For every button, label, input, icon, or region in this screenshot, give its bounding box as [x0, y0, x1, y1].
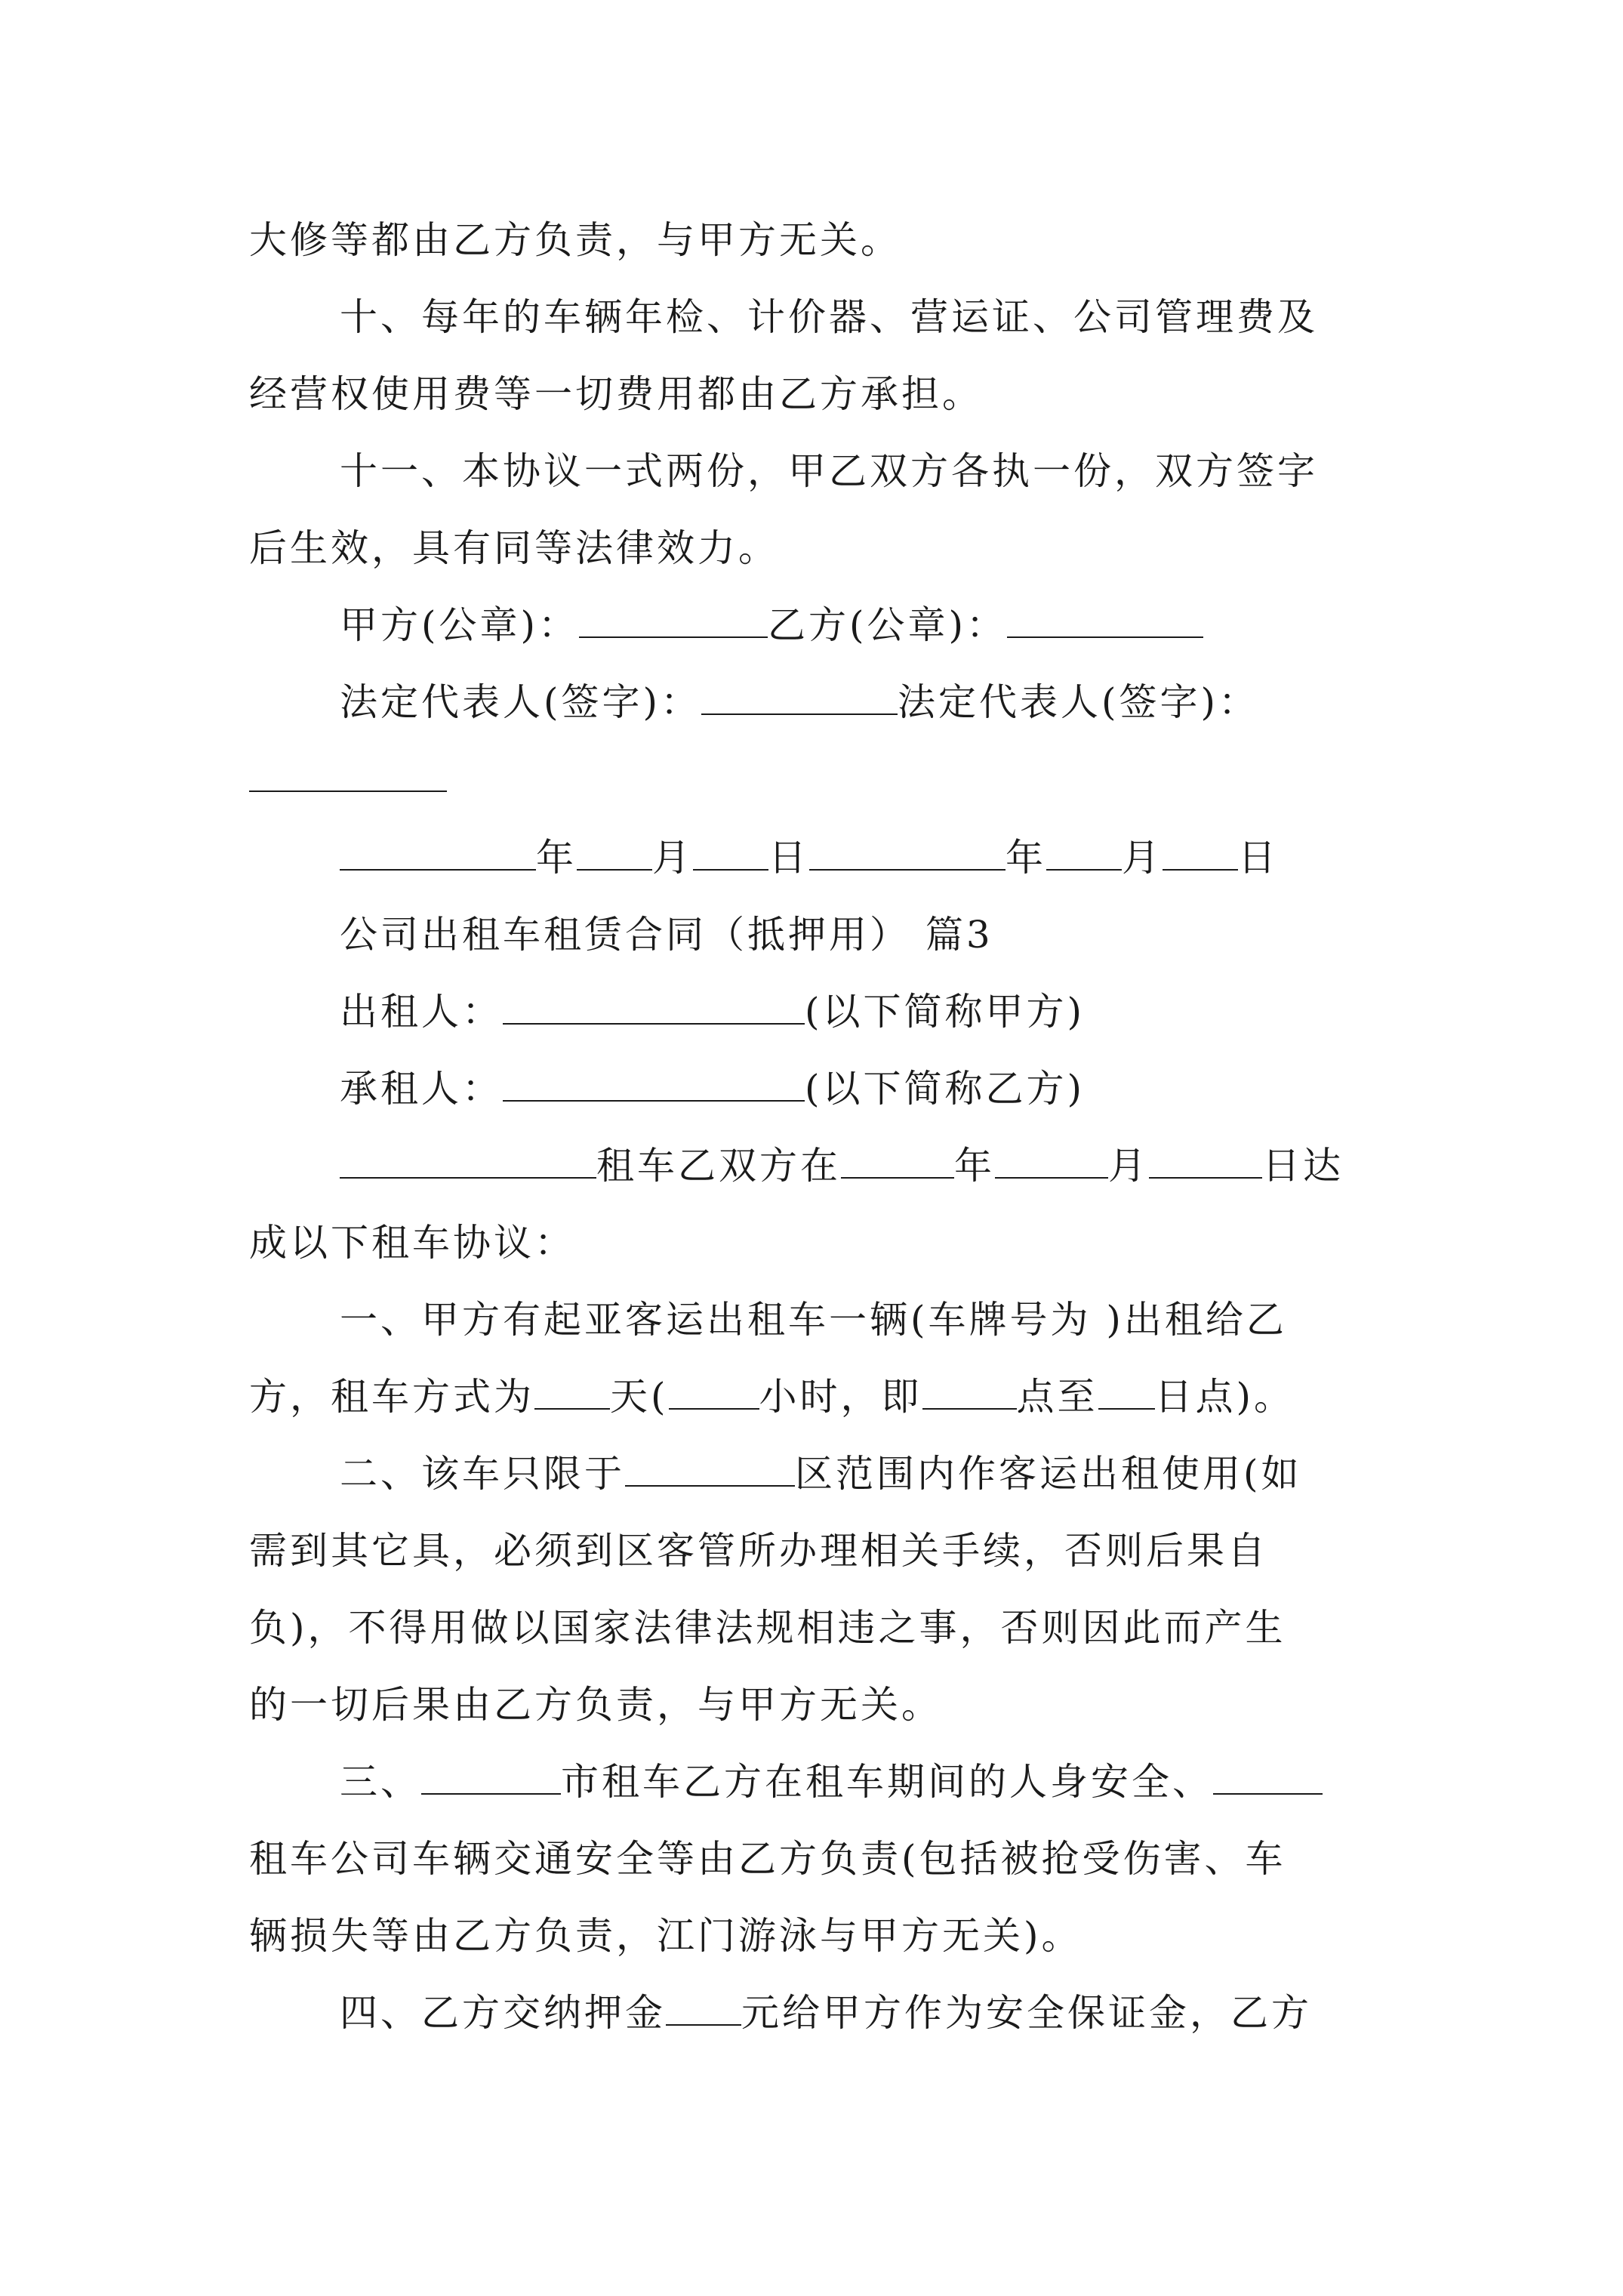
clause-3-line — [340, 1759, 1623, 1804]
clause-1-line: 一、甲方有起亚客运出租车一辆(车牌号为 )出租给乙 — [340, 1298, 1287, 1342]
text-line: 经营权使用费等一切费用都由乙方承担。 — [249, 372, 983, 416]
lessee-label: 承租人： — [340, 1067, 503, 1111]
blank — [1098, 1375, 1155, 1410]
text-span: 市租车乙方在租车期间的人身安全、 — [561, 1760, 1213, 1804]
clause-3-line: 租车公司车辆交通安全等由乙方负责(包括被抢受伤害、车 — [249, 1837, 1286, 1881]
blank — [1007, 603, 1203, 638]
clause-3-line: 辆损失等由乙方负责，江门游泳与甲方无关)。 — [249, 1914, 1083, 1958]
lessee-line — [340, 1066, 1623, 1111]
blank — [534, 1375, 610, 1410]
month-label: 月 — [652, 836, 693, 880]
blank — [922, 1375, 1017, 1410]
blank — [340, 836, 536, 871]
text-span: 元给甲方作为安全保证金，乙方 — [741, 1991, 1312, 2035]
blank — [421, 1760, 561, 1795]
blank — [1163, 836, 1238, 871]
party-b-rep-label: 法定代表人(签字)： — [898, 680, 1260, 724]
text-span: 四、乙方交纳押金 — [340, 1991, 666, 2035]
intro-line — [340, 1143, 1623, 1188]
blank — [666, 1991, 741, 2026]
lessor-suffix: (以下简称甲方) — [805, 990, 1086, 1034]
clause-2-line — [340, 1451, 1623, 1496]
text-span: 点至 — [1016, 1375, 1098, 1419]
lessor-line — [340, 989, 1623, 1034]
text-span: 二、该车只限于 — [340, 1452, 625, 1496]
blank — [669, 1375, 759, 1410]
text-line: 成以下租车协议： — [249, 1221, 575, 1265]
signature-line-seal — [340, 603, 1623, 648]
signature-continuation — [249, 757, 1623, 802]
blank — [1213, 1760, 1323, 1795]
blank — [1149, 1144, 1262, 1179]
blank — [340, 1144, 596, 1179]
party-a-rep-label: 法定代表人(签字)： — [340, 680, 702, 724]
month-label: 月 — [1122, 836, 1163, 880]
blank — [625, 1452, 795, 1487]
clause-1-line — [249, 1374, 1623, 1419]
blank — [249, 757, 447, 792]
blank — [995, 1144, 1108, 1179]
month-label: 月 — [1108, 1144, 1149, 1188]
clause-2-line: 需到其它具，必须到区客管所办理相关手续，否则后果自 — [249, 1529, 1268, 1573]
blank — [809, 836, 1006, 871]
party-a-seal-label: 甲方(公章)： — [340, 603, 580, 647]
day-label: 日 — [1238, 836, 1279, 880]
blank — [701, 680, 898, 715]
text-span: 方，租车方式为 — [249, 1375, 534, 1419]
blank — [1046, 836, 1122, 871]
text-line: 十、每年的车辆年检、计价器、营运证、公司管理费及 — [340, 295, 1318, 339]
day-label: 日达 — [1262, 1144, 1344, 1188]
day-label: 日 — [768, 836, 809, 880]
text-span: 三、 — [340, 1760, 421, 1804]
blank — [503, 990, 805, 1025]
date-line — [340, 835, 1623, 880]
year-label: 年 — [536, 836, 577, 880]
blank — [577, 836, 652, 871]
year-label: 年 — [1006, 836, 1046, 880]
party-b-seal-label: 乙方(公章)： — [768, 603, 1008, 647]
blank — [841, 1144, 954, 1179]
blank — [503, 1067, 805, 1102]
intro-text: 租车乙双方在 — [596, 1144, 841, 1188]
text-span: 小时，即 — [759, 1375, 922, 1419]
text-span: 区范围内作客运出租使用(如 — [795, 1452, 1302, 1496]
text-line: 大修等都由乙方负责，与甲方无关。 — [249, 218, 901, 262]
lessor-label: 出租人： — [340, 990, 503, 1034]
text-line: 后生效，具有同等法律效力。 — [249, 526, 779, 570]
year-label: 年 — [954, 1144, 995, 1188]
clause-4-line — [340, 1990, 1623, 2036]
section-title: 公司出租车租赁合同（抵押用） 篇3 — [340, 913, 993, 957]
blank — [693, 836, 768, 871]
lessee-suffix: (以下简称乙方) — [805, 1067, 1086, 1111]
text-span: 天( — [610, 1375, 669, 1419]
text-line: 十一、本协议一式两份，甲乙双方各执一份，双方签字 — [340, 449, 1318, 493]
text-span: 日点)。 — [1154, 1375, 1295, 1419]
signature-line-rep — [340, 680, 1623, 725]
clause-2-line: 的一切后果由乙方负责，与甲方无关。 — [249, 1683, 942, 1727]
clause-2-line: 负)，不得用做以国家法律法规相违之事，否则因此而产生 — [249, 1606, 1286, 1650]
blank — [579, 603, 768, 638]
